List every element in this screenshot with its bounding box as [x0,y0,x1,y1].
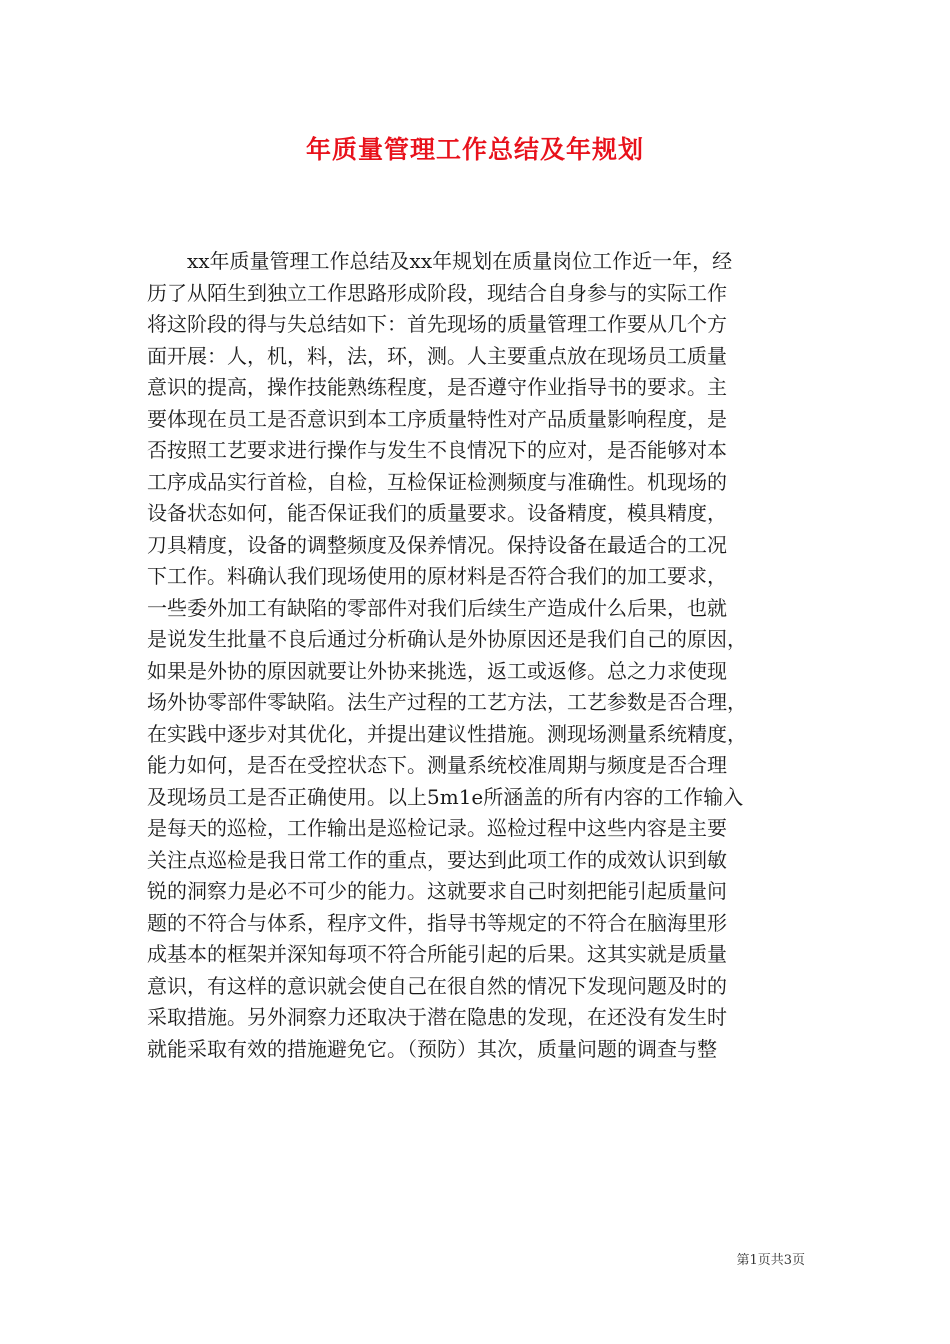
body-line: 就能采取有效的措施避免它。（预防）其次，质量问题的调查与整 [147,1036,717,1061]
body-line: 意识的提高，操作技能熟练程度，是否遵守作业指导书的要求。主 [147,375,727,399]
body-line: 关注点巡检是我日常工作的重点，要达到此项工作的成效认识到敏 [147,847,727,872]
body-line: 是每天的巡检，工作输出是巡检记录。巡检过程中这些内容是主要 [147,816,727,840]
body-line: 场外协零部件零缺陷。法生产过程的工艺方法，工艺参数是否合理， [147,690,747,714]
body-line: 历了从陌生到独立工作思路形成阶段，现结合自身参与的实际工作 [147,280,727,305]
body-line: 锐的洞察力是必不可少的能力。这就要求自己时刻把能引起质量问 [147,879,727,903]
body-line: 否按照工艺要求进行操作与发生不良情况下的应对，是否能够对本 [147,438,727,462]
body-line: 刀具精度，设备的调整频度及保养情况。保持设备在最适合的工况 [147,532,727,557]
body-line: 下工作。料确认我们现场使用的原材料是否符合我们的加工要求， [147,564,727,588]
body-line: 面开展：人，机，料，法，环，测。人主要重点放在现场员工质量 [147,343,727,368]
body-line: 成基本的框架并深知每项不符合所能引起的后果。这其实就是质量 [147,942,727,966]
document-body [147,246,822,1065]
body-line: 如果是外协的原因就要让外协来挑选，返工或返修。总之力求使现 [147,658,727,683]
body-line: 设备状态如何，能否保证我们的质量要求。设备精度，模具精度， [147,501,727,525]
body-line: 采取措施。另外洞察力还取决于潜在隐患的发现，在还没有发生时 [147,1005,727,1029]
document-title: 年质量管理工作总结及年规划 [305,135,644,164]
body-line: 一些委外加工有缺陷的零部件对我们后续生产造成什么后果，也就 [147,595,727,620]
body-line: 题的不符合与体系，程序文件，指导书等规定的不符合在脑海里形 [147,910,727,935]
body-line: 及现场员工是否正确使用。以上5m1e所涵盖的所有内容的工作输入 [147,784,744,809]
body-line: 工序成品实行首检，自检，互检保证检测频度与准确性。机现场的 [147,469,727,494]
body-line: 能力如何，是否在受控状态下。测量系统校准周期与频度是否合理 [147,753,727,777]
body-line: xx年质量管理工作总结及xx年规划在质量岗位工作近一年，经 [187,249,733,273]
page-number: 第1页共3页 [736,1253,805,1268]
body-line: 意识，有这样的意识就会使自己在很自然的情况下发现问题及时的 [147,973,727,998]
body-line: 要体现在员工是否意识到本工序质量特性对产品质量影响程度，是 [147,406,727,431]
body-line: 在实践中逐步对其优化，并提出建议性措施。测现场测量系统精度， [147,721,747,746]
body-line: 是说发生批量不良后通过分析确认是外协原因还是我们自己的原因， [147,627,747,651]
body-line: 将这阶段的得与失总结如下：首先现场的质量管理工作要从几个方 [147,312,727,336]
